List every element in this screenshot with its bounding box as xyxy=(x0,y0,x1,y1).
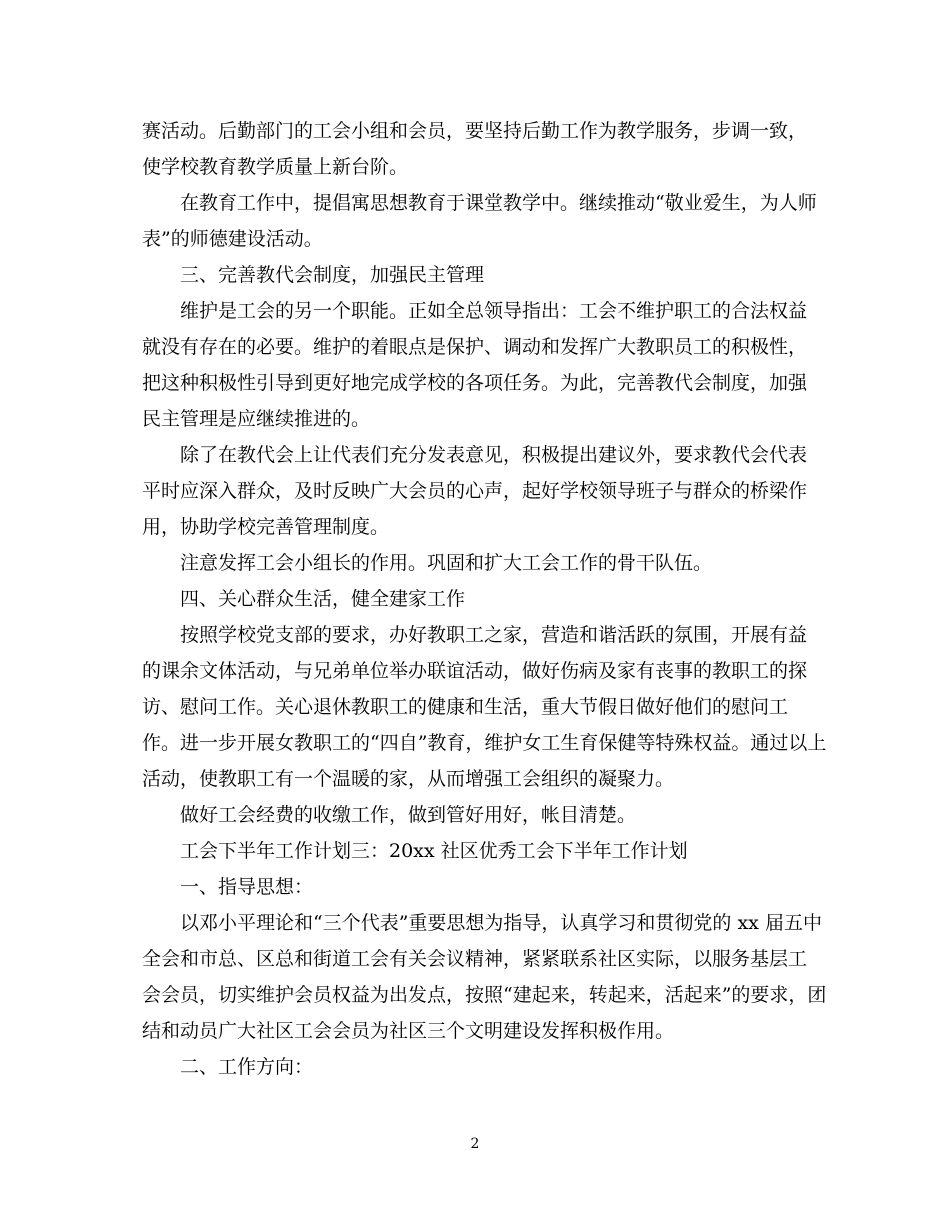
text-line: 会会员，切实维护会员权益为出发点，按照“建起来，转起来，活起来”的要求，团 xyxy=(142,984,827,1006)
text-line: 以邓小平理论和“三个代表”重要思想为指导，认真学习和贯彻党的 xx 届五中 xyxy=(180,912,822,934)
text-line: 使学校教育教学质量上新台阶。 xyxy=(142,156,409,178)
text-line: 在教育工作中，提倡寓思想教育于课堂教学中。继续推动“敬业爱生，为人师 xyxy=(180,192,817,214)
text-line: 二、工作方向： xyxy=(180,1056,314,1078)
text-line: 做好工会经费的收缴工作，做到管好用好，帐目清楚。 xyxy=(180,804,637,826)
text-line: 就没有存在的必要。维护的着眼点是保护、调动和发挥广大教职员工的积极性， xyxy=(142,336,808,358)
document-body xyxy=(142,113,827,1085)
text-line: 四、关心群众生活，健全建家工作 xyxy=(180,588,466,610)
text-line: 三、完善教代会制度，加强民主管理 xyxy=(180,264,485,286)
text-line: 表”的师德建设活动。 xyxy=(142,228,323,250)
text-line: 除了在教代会上让代表们充分发表意见，积极提出建议外，要求教代会代表 xyxy=(180,444,808,466)
text-line: 赛活动。后勤部门的工会小组和会员，要坚持后勤工作为教学服务，步调一致， xyxy=(142,120,808,142)
text-line: 用，协助学校完善管理制度。 xyxy=(142,516,390,538)
text-line: 民主管理是应继续推进的。 xyxy=(142,408,371,430)
text-line: 活动，使教职工有一个温暖的家，从而增强工会组织的凝聚力。 xyxy=(142,768,675,790)
text-line: 一、指导思想： xyxy=(180,876,314,898)
text-line: 结和动员广大社区工会会员为社区三个文明建设发挥积极作用。 xyxy=(142,1020,675,1042)
text-line: 注意发挥工会小组长的作用。巩固和扩大工会工作的骨干队伍。 xyxy=(180,552,713,574)
text-line: 按照学校党支部的要求，办好教职工之家，营造和谐活跃的氛围，开展有益 xyxy=(180,624,808,646)
text-line: 作。进一步开展女教职工的“四自”教育，维护女工生育保健等特殊权益。通过以上 xyxy=(142,732,827,754)
text-line: 把这种积极性引导到更好地完成学校的各项任务。为此，完善教代会制度，加强 xyxy=(142,372,808,394)
text-line: 的课余文体活动，与兄弟单位举办联谊活动，做好伤病及家有丧事的教职工的探 xyxy=(142,660,808,682)
text-line: 平时应深入群众，及时反映广大会员的心声，起好学校领导班子与群众的桥梁作 xyxy=(142,480,808,502)
text-line: 访、慰问工作。关心退休教职工的健康和生活，重大节假日做好他们的慰问工 xyxy=(142,696,789,718)
text-line: 工会下半年工作计划三：20xx 社区优秀工会下半年工作计划 xyxy=(180,840,688,862)
text-line: 全会和市总、区总和街道工会有关会议精神，紧紧联系社区实际，以服务基层工 xyxy=(142,948,808,970)
text-line: 维护是工会的另一个职能。正如全总领导指出：工会不维护职工的合法权益 xyxy=(180,300,808,322)
page-number: 2 xyxy=(470,1136,480,1152)
